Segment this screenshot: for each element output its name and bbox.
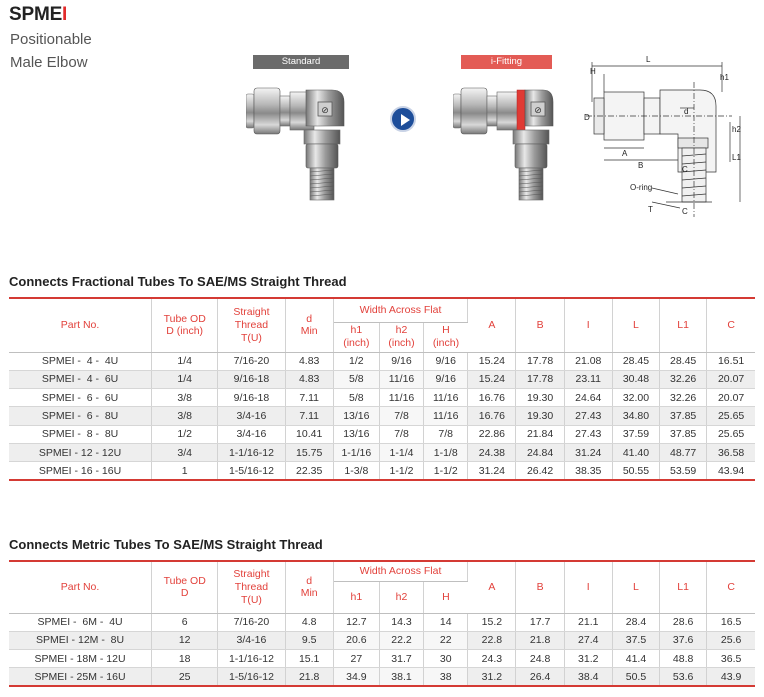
table-cell: 26.4 (516, 668, 564, 686)
subtitle-line1: Positionable (10, 31, 92, 48)
table-cell: 18 (152, 650, 218, 668)
col-width-across-flat: Width Across Flat (333, 298, 468, 322)
col-tube-od: Tube OD D (inch) (152, 298, 218, 352)
col-B: B (516, 561, 564, 613)
table-cell: 5/8 (333, 389, 379, 407)
diagram-label-L1: L1 (732, 153, 741, 162)
title-accent: I (62, 4, 68, 25)
col-L1: L1 (660, 298, 707, 352)
table-cell: 13/16 (333, 407, 379, 425)
table-cell: 38.1 (379, 668, 423, 686)
table-cell: 53.59 (660, 462, 707, 480)
col-C: C (707, 298, 755, 352)
table-cell: 41.4 (612, 650, 659, 668)
table-cell: 6 (152, 613, 218, 631)
table-cell: 11/16 (379, 389, 423, 407)
table-cell: SPMEI - 12M - 8U (9, 631, 152, 649)
table-row (9, 650, 755, 668)
col-part-no: Part No. (9, 561, 152, 613)
table-cell: 7/16-20 (218, 613, 285, 631)
table-cell: 17.7 (516, 613, 564, 631)
standard-fitting-image (246, 84, 356, 202)
table-cell: 1/4 (152, 352, 218, 370)
table-cell: 1/4 (152, 370, 218, 388)
table-cell: 37.59 (612, 425, 659, 443)
table-cell: 14 (424, 613, 468, 631)
table-cell: 27.4 (564, 631, 612, 649)
table-cell: 1-1/16 (333, 443, 379, 461)
table-cell: 38.35 (564, 462, 612, 480)
col-h1: h1 (inch) (333, 322, 379, 352)
table-cell: 3/8 (152, 407, 218, 425)
diagram-label-D: D (584, 113, 590, 122)
table-cell: 7.11 (285, 407, 333, 425)
table-cell: 25.65 (707, 407, 755, 425)
arrow-play-icon (390, 106, 416, 132)
table-cell: 16.5 (707, 613, 755, 631)
table-cell: 20.07 (707, 370, 755, 388)
fractional-table (9, 297, 755, 481)
standard-label: Standard (253, 55, 349, 69)
table-cell: 15.75 (285, 443, 333, 461)
table-cell: 21.84 (516, 425, 564, 443)
table-cell: 22 (424, 631, 468, 649)
table-cell: 34.80 (612, 407, 659, 425)
table-cell: 11/16 (424, 389, 468, 407)
table-cell: 3/4-16 (218, 407, 285, 425)
table-cell: 19.30 (516, 389, 564, 407)
table-row (9, 370, 755, 388)
table-cell: 1-1/2 (379, 462, 423, 480)
table-cell: 11/16 (424, 407, 468, 425)
table-cell: 5/8 (333, 370, 379, 388)
col-I: I (564, 561, 612, 613)
table-cell: 22.86 (468, 425, 516, 443)
subtitle-line2: Male Elbow (10, 54, 88, 71)
table-cell: 38.4 (564, 668, 612, 686)
table-row (9, 389, 755, 407)
table-cell: 1/2 (333, 352, 379, 370)
table-cell: 7/8 (379, 407, 423, 425)
table-cell: 1-3/8 (333, 462, 379, 480)
table-cell: 37.5 (612, 631, 659, 649)
table-cell: 50.5 (612, 668, 659, 686)
table-cell: 24.38 (468, 443, 516, 461)
table-cell: 11/16 (379, 370, 423, 388)
table-cell: 1-1/16-12 (218, 443, 285, 461)
table-cell: 38 (424, 668, 468, 686)
table-cell: 4.83 (285, 352, 333, 370)
table-row (9, 631, 755, 649)
table-cell: 53.6 (660, 668, 707, 686)
table-cell: 37.85 (660, 425, 707, 443)
table-cell: 3/4-16 (218, 631, 285, 649)
table-cell: 17.78 (516, 370, 564, 388)
table-cell: 32.26 (660, 370, 707, 388)
table-cell: 22.35 (285, 462, 333, 480)
table-cell: 31.7 (379, 650, 423, 668)
table2-body (9, 613, 755, 686)
table-cell: 3/4 (152, 443, 218, 461)
metric-table (9, 560, 755, 687)
table-cell: 14.3 (379, 613, 423, 631)
table-cell: 15.1 (285, 650, 333, 668)
table-cell: 22.2 (379, 631, 423, 649)
table-cell: 30 (424, 650, 468, 668)
table-cell: 28.45 (660, 352, 707, 370)
table-row (9, 352, 755, 370)
table-cell: 7/8 (379, 425, 423, 443)
table-cell: 26.42 (516, 462, 564, 480)
col-d-min: d Min (285, 298, 333, 352)
diagram-label-C2: C (682, 207, 688, 216)
col-width-across-flat: Width Across Flat (333, 561, 468, 581)
table-cell: 50.55 (612, 462, 659, 480)
table-cell: 17.78 (516, 352, 564, 370)
table-cell: 4.83 (285, 370, 333, 388)
table-cell: 7/16-20 (218, 352, 285, 370)
col-B: B (516, 298, 564, 352)
table1-title: Connects Fractional Tubes To SAE/MS Straight Thread (9, 274, 347, 289)
table-cell: 21.08 (564, 352, 612, 370)
table-cell: 24.84 (516, 443, 564, 461)
table-cell: 36.5 (707, 650, 755, 668)
col-h2: h2 (inch) (379, 322, 423, 352)
ifitting-label: i-Fitting (461, 55, 552, 69)
table-cell: 19.30 (516, 407, 564, 425)
table-row (9, 462, 755, 480)
table-cell: 27.43 (564, 425, 612, 443)
table-row (9, 613, 755, 631)
table-cell: 43.94 (707, 462, 755, 480)
table-cell: 12.7 (333, 613, 379, 631)
table-cell: 21.1 (564, 613, 612, 631)
col-L1: L1 (660, 561, 707, 613)
table-cell: 48.8 (660, 650, 707, 668)
diagram-label-d: d (684, 107, 689, 116)
table-cell: 32.00 (612, 389, 659, 407)
table-cell: 1-1/4 (379, 443, 423, 461)
table-cell: 16.51 (707, 352, 755, 370)
table-cell: SPMEI - 12 - 12U (9, 443, 152, 461)
table-cell: 21.8 (516, 631, 564, 649)
product-title (9, 4, 67, 26)
table-cell: 1-5/16-12 (218, 462, 285, 480)
diagram-label-L: L (646, 55, 651, 64)
table-cell: 28.6 (660, 613, 707, 631)
table-cell: 9/16-18 (218, 389, 285, 407)
table-cell: 10.41 (285, 425, 333, 443)
diagram-label-h2: h2 (732, 125, 741, 134)
table-cell: 1 (152, 462, 218, 480)
table-cell: 24.8 (516, 650, 564, 668)
col-h1: h1 (333, 581, 379, 613)
col-L: L (612, 298, 659, 352)
table-cell: 48.77 (660, 443, 707, 461)
table-cell: 15.24 (468, 370, 516, 388)
table-cell: SPMEI - 6 - 8U (9, 407, 152, 425)
diagram-label-H: H (590, 67, 596, 76)
table-row (9, 443, 755, 461)
table-cell: 3/8 (152, 389, 218, 407)
ifitting-image (453, 84, 563, 202)
table-cell: 16.76 (468, 407, 516, 425)
table-cell: 25.65 (707, 425, 755, 443)
table-cell: 24.3 (468, 650, 516, 668)
svg-text:⊘: ⊘ (321, 106, 329, 116)
table-cell: 15.24 (468, 352, 516, 370)
table-cell: 27 (333, 650, 379, 668)
table-cell: 16.76 (468, 389, 516, 407)
table-cell: 37.85 (660, 407, 707, 425)
table-cell: 9/16 (379, 352, 423, 370)
table-cell: SPMEI - 6 - 6U (9, 389, 152, 407)
table-cell: 37.6 (660, 631, 707, 649)
table-cell: 7/8 (424, 425, 468, 443)
table-cell: SPMEI - 6M - 4U (9, 613, 152, 631)
table-cell: SPMEI - 25M - 16U (9, 668, 152, 686)
table-cell: 20.6 (333, 631, 379, 649)
diagram-label-oring: O-ring (630, 183, 653, 192)
table-cell: 1-1/8 (424, 443, 468, 461)
col-I: I (564, 298, 612, 352)
table-cell: 25.6 (707, 631, 755, 649)
diagram-label-C: C (682, 165, 688, 174)
table-cell: SPMEI - 4 - 6U (9, 370, 152, 388)
table-row (9, 407, 755, 425)
table-cell: 28.4 (612, 613, 659, 631)
col-h2: h2 (379, 581, 423, 613)
table-cell: 4.8 (285, 613, 333, 631)
table-cell: 9.5 (285, 631, 333, 649)
col-H: H (424, 581, 468, 613)
table-cell: 9/16 (424, 370, 468, 388)
table-cell: 36.58 (707, 443, 755, 461)
col-tube-od: Tube OD D (152, 561, 218, 613)
table-cell: 9/16 (424, 352, 468, 370)
table-cell: 24.64 (564, 389, 612, 407)
svg-text:⊘: ⊘ (534, 106, 542, 116)
table-cell: 1/2 (152, 425, 218, 443)
col-part-no: Part No. (9, 298, 152, 352)
table-cell: 31.24 (468, 462, 516, 480)
col-H: H (inch) (424, 322, 468, 352)
dimension-diagram (582, 52, 752, 222)
diagram-label-A: A (622, 149, 628, 158)
table-cell: 9/16-18 (218, 370, 285, 388)
table-cell: 3/4-16 (218, 425, 285, 443)
col-C: C (707, 561, 755, 613)
table-cell: 28.45 (612, 352, 659, 370)
table-cell: 30.48 (612, 370, 659, 388)
table-cell: 34.9 (333, 668, 379, 686)
col-d-min: d Min (285, 561, 333, 613)
table-cell: 1-1/16-12 (218, 650, 285, 668)
col-thread: Straight Thread T(U) (218, 298, 285, 352)
table-cell: SPMEI - 8 - 8U (9, 425, 152, 443)
table-cell: 27.43 (564, 407, 612, 425)
title-main: SPME (9, 4, 63, 25)
table-cell: 41.40 (612, 443, 659, 461)
table-cell: SPMEI - 18M - 12U (9, 650, 152, 668)
table-cell: 12 (152, 631, 218, 649)
table-cell: 25 (152, 668, 218, 686)
table-cell: 15.2 (468, 613, 516, 631)
col-L: L (612, 561, 659, 613)
table-cell: 13/16 (333, 425, 379, 443)
table-cell: SPMEI - 16 - 16U (9, 462, 152, 480)
table-row (9, 668, 755, 686)
table-cell: 22.8 (468, 631, 516, 649)
table-cell: 31.24 (564, 443, 612, 461)
table-cell: 31.2 (564, 650, 612, 668)
table-cell: 23.11 (564, 370, 612, 388)
diagram-label-h1: h1 (720, 73, 729, 82)
table-cell: 7.11 (285, 389, 333, 407)
table-cell: 21.8 (285, 668, 333, 686)
table1-body (9, 352, 755, 480)
col-A: A (468, 561, 516, 613)
table-cell: 32.26 (660, 389, 707, 407)
table-cell: SPMEI - 4 - 4U (9, 352, 152, 370)
table-row (9, 425, 755, 443)
table-cell: 20.07 (707, 389, 755, 407)
col-A: A (468, 298, 516, 352)
table-cell: 1-5/16-12 (218, 668, 285, 686)
table-cell: 1-1/2 (424, 462, 468, 480)
diagram-label-T: T (648, 205, 653, 214)
diagram-label-B: B (638, 161, 644, 170)
table2-title: Connects Metric Tubes To SAE/MS Straight Thread (9, 537, 323, 552)
col-thread: Straight Thread T(U) (218, 561, 285, 613)
table-cell: 31.2 (468, 668, 516, 686)
table-cell: 43.9 (707, 668, 755, 686)
